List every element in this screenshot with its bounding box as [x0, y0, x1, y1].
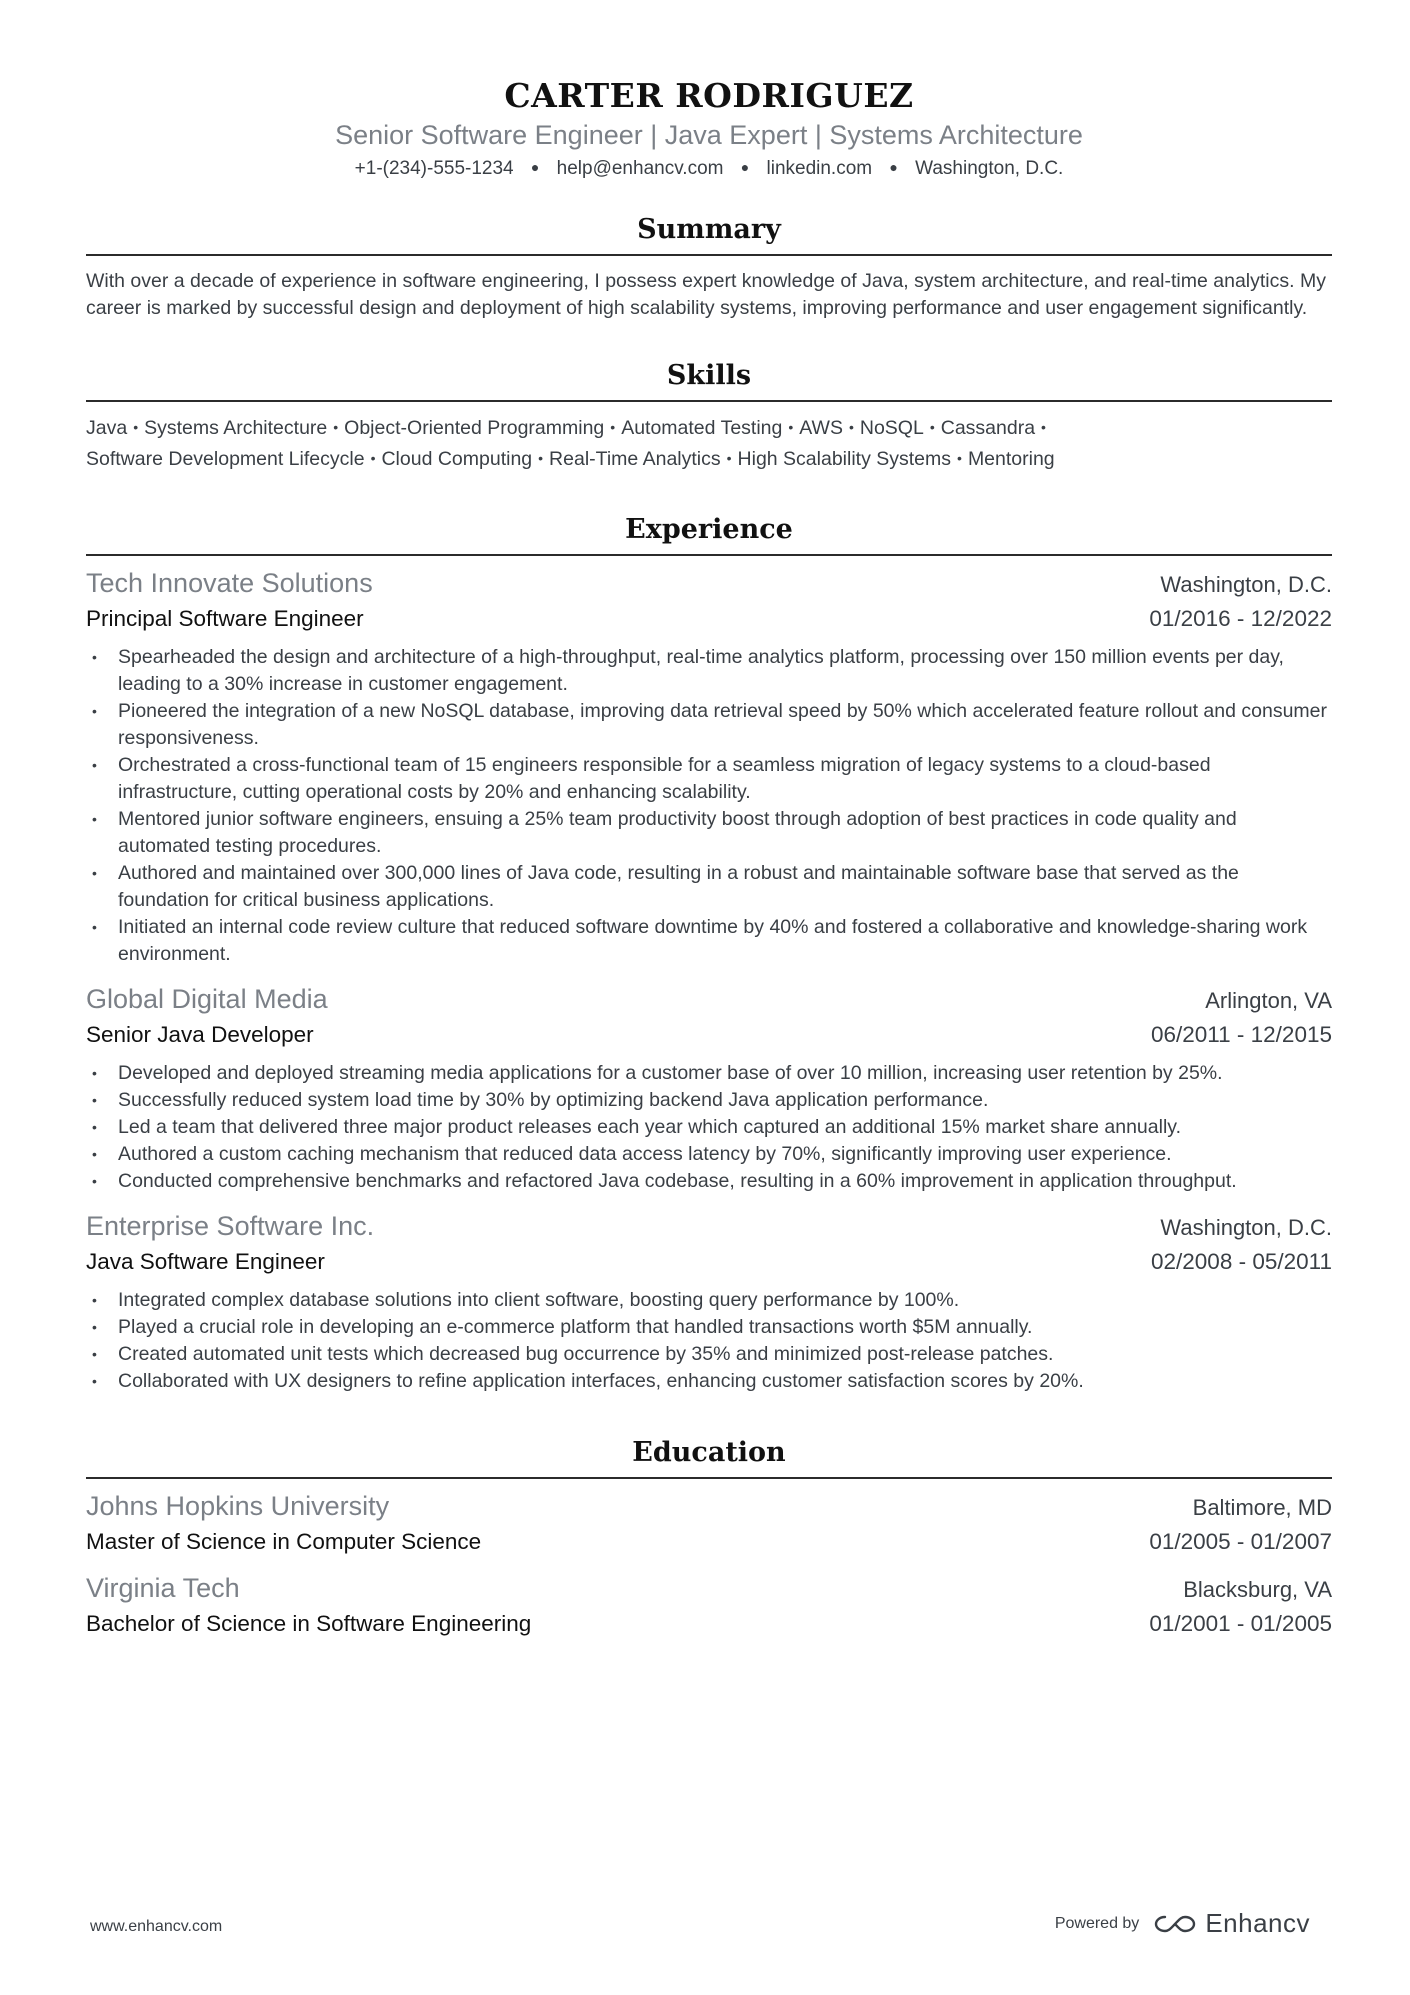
resume-page: [86, 0, 1332, 1641]
powered-by-label: Powered by: [1054, 1914, 1140, 1932]
job-role: Senior Java Developer: [86, 1022, 314, 1047]
education-dates: 01/2005 - 01/2007: [1149, 1529, 1332, 1554]
list-item: • Spearheaded the design and architecture of a high-throughput, real-time analytics platform, processing over 150 million events per day, leading to a 30% increase in customer engagement.: [92, 646, 1284, 695]
separator-dot-icon: •: [848, 419, 854, 435]
summary-heading: Summary: [637, 214, 781, 245]
separator-dot-icon: •: [1041, 419, 1046, 435]
separator-dot-icon: •: [538, 450, 544, 466]
list-item: • Successfully reduced system load time by 30% by optimizing backend Java application performance.: [86, 1087, 1332, 1114]
contact-email[interactable]: help@enhancv.com: [556, 158, 724, 179]
job-location: Washington, D.C.: [1160, 572, 1332, 597]
list-item: • Orchestrated a cross-functional team of 15 engineers responsible for a seamless migration of legacy systems to a cloud-based infrastructure, cutting operational costs by 20% and enhancing scalability.: [92, 754, 1211, 803]
job-bullets: [86, 1060, 1332, 1195]
bullet-icon: •: [92, 649, 97, 665]
skill-item: NoSQL: [859, 417, 924, 439]
bullet-icon: •: [92, 919, 97, 935]
brand-name: Enhancv: [1205, 1908, 1310, 1938]
list-item: • Mentored junior software engineers, ensuing a 25% team productivity boost through adoption of best practices in code quality and automated testing procedures.: [92, 808, 1237, 857]
separator-dot-icon: •: [370, 450, 376, 466]
bullet-icon: •: [92, 1292, 97, 1308]
section-divider: [86, 400, 1332, 402]
job-bullets: [86, 644, 1332, 968]
school-location: Blacksburg, VA: [1183, 1577, 1332, 1602]
skill-item: Systems Architecture: [144, 417, 328, 439]
skills-list: [86, 412, 1332, 474]
contact-phone: +1-(234)-555-1234: [354, 158, 514, 179]
experience-entry: [86, 1209, 1332, 1395]
bullet-icon: •: [92, 757, 97, 773]
summary-section: [86, 212, 1332, 322]
list-item: • Developed and deployed streaming media applications for a customer base of over 10 million, increasing user retention by 25%.: [86, 1060, 1332, 1087]
skill-item: Real-Time Analytics: [549, 448, 721, 470]
company-name: Global Digital Media: [86, 984, 328, 1014]
experience-section: [86, 512, 1332, 1395]
enhancv-logo-icon: [1153, 1913, 1197, 1935]
bullet-icon: •: [92, 703, 97, 719]
candidate-name: CARTER RODRIGUEZ: [504, 76, 914, 115]
list-item: • Pioneered the integration of a new NoSQL database, improving data retrieval speed by 50% which accelerated feature rollout and consumer responsiveness.: [92, 700, 1327, 749]
enhancv-logo[interactable]: [1153, 1908, 1310, 1939]
separator-dot-icon: •: [929, 419, 935, 435]
section-divider: [86, 254, 1332, 256]
job-dates: 02/2008 - 05/2011: [1151, 1249, 1332, 1274]
bullet-icon: •: [92, 1092, 97, 1108]
skill-item: Automated Testing: [621, 417, 783, 439]
footer-branding: [1055, 1908, 1310, 1939]
list-item: • Authored and maintained over 300,000 lines of Java code, resulting in a robust and maintainable software base that served as the foundation for critical business applications.: [92, 862, 1239, 911]
list-item: • Played a crucial role in developing an e-commerce platform that handled transactions worth $5M annually.: [86, 1314, 1332, 1341]
skill-item: Mentoring: [967, 448, 1055, 470]
bullet-icon: •: [92, 811, 97, 827]
skills-line-2: [86, 443, 1332, 474]
experience-heading: Experience: [625, 514, 793, 545]
job-role: Java Software Engineer: [86, 1249, 325, 1274]
candidate-title: Senior Software Engineer | Java Expert | Systems Architecture: [335, 120, 1083, 150]
company-name: Enterprise Software Inc.: [86, 1211, 375, 1241]
experience-entry: [86, 566, 1332, 968]
bullet-icon: •: [92, 1346, 97, 1362]
separator-dot-icon: •: [957, 450, 962, 466]
skill-item: Software Development Lifecycle: [86, 448, 365, 470]
bullet-icon: •: [92, 1119, 97, 1135]
list-item: • Initiated an internal code review culture that reduced software downtime by 40% and fostered a collaborative and knowledge-sharing work environment.: [92, 916, 1308, 965]
school-location: Baltimore, MD: [1192, 1495, 1332, 1520]
school-name: Virginia Tech: [86, 1573, 240, 1603]
separator-dot-icon: •: [726, 450, 732, 466]
education-entry: [86, 1571, 1332, 1641]
bullet-icon: •: [92, 1319, 97, 1335]
job-location: Arlington, VA: [1205, 988, 1332, 1013]
job-bullets: [86, 1287, 1332, 1395]
skills-section: [86, 358, 1332, 474]
list-item: • Integrated complex database solutions into client software, boosting query performance by 100%.: [86, 1287, 1332, 1314]
list-item: • Authored a custom caching mechanism that reduced data access latency by 70%, significantly improving user experience.: [86, 1141, 1332, 1168]
list-item: • Collaborated with UX designers to refine application interfaces, enhancing customer satisfaction scores by 20%.: [86, 1368, 1332, 1395]
bullet-icon: •: [92, 1173, 97, 1189]
experience-entry: [86, 982, 1332, 1195]
job-dates: 06/2011 - 12/2015: [1151, 1022, 1332, 1047]
section-divider: [86, 1477, 1332, 1479]
contact-location: Washington, D.C.: [915, 158, 1064, 179]
skill-item: Cassandra: [940, 417, 1036, 439]
section-divider: [86, 554, 1332, 556]
degree-name: Master of Science in Computer Science: [86, 1529, 482, 1554]
separator-dot-icon: ●: [889, 159, 898, 175]
footer-website[interactable]: www.enhancv.com: [90, 1918, 223, 1935]
job-dates: 01/2016 - 12/2022: [1149, 606, 1332, 631]
separator-dot-icon: ●: [530, 159, 540, 175]
separator-dot-icon: •: [333, 419, 339, 435]
education-heading: Education: [632, 1437, 786, 1468]
list-item: • Led a team that delivered three major product releases each year which captured an additional 15% market share annually.: [86, 1114, 1332, 1141]
list-item: • Conducted comprehensive benchmarks and refactored Java codebase, resulting in a 60% improvement in application throughput.: [86, 1168, 1332, 1195]
education-entry: [86, 1489, 1332, 1559]
education-section: [86, 1435, 1332, 1641]
contact-line: [86, 154, 1332, 182]
job-location: Washington, D.C.: [1160, 1215, 1332, 1240]
degree-name: Bachelor of Science in Software Engineering: [86, 1611, 532, 1636]
skill-item: AWS: [799, 417, 843, 439]
separator-dot-icon: •: [133, 419, 139, 435]
bullet-icon: •: [92, 865, 97, 881]
summary-text: With over a decade of experience in software engineering, I possess expert knowledge of Java, system architecture, and real-time analytics. My career is marked by successful design and deployment of high scalability systems, improving performance and user engagement significantly.: [86, 270, 1326, 319]
skill-item: High Scalability Systems: [737, 448, 952, 470]
separator-dot-icon: •: [610, 419, 616, 435]
skill-item: Cloud Computing: [381, 448, 533, 470]
separator-dot-icon: •: [788, 419, 794, 435]
contact-linkedin[interactable]: linkedin.com: [766, 158, 873, 179]
skill-item: Java: [86, 417, 128, 439]
separator-dot-icon: ●: [740, 159, 750, 175]
bullet-icon: •: [92, 1146, 97, 1162]
bullet-icon: •: [92, 1065, 97, 1081]
skill-item: Object-Oriented Programming: [344, 417, 605, 439]
job-role: Principal Software Engineer: [86, 606, 364, 631]
skills-heading: Skills: [666, 360, 752, 391]
education-dates: 01/2001 - 01/2005: [1149, 1611, 1332, 1636]
company-name: Tech Innovate Solutions: [86, 568, 373, 598]
skills-line-1: [86, 412, 1332, 443]
bullet-icon: •: [92, 1373, 97, 1389]
list-item: • Created automated unit tests which decreased bug occurrence by 35% and minimized post-release patches.: [86, 1341, 1332, 1368]
school-name: Johns Hopkins University: [86, 1491, 390, 1521]
